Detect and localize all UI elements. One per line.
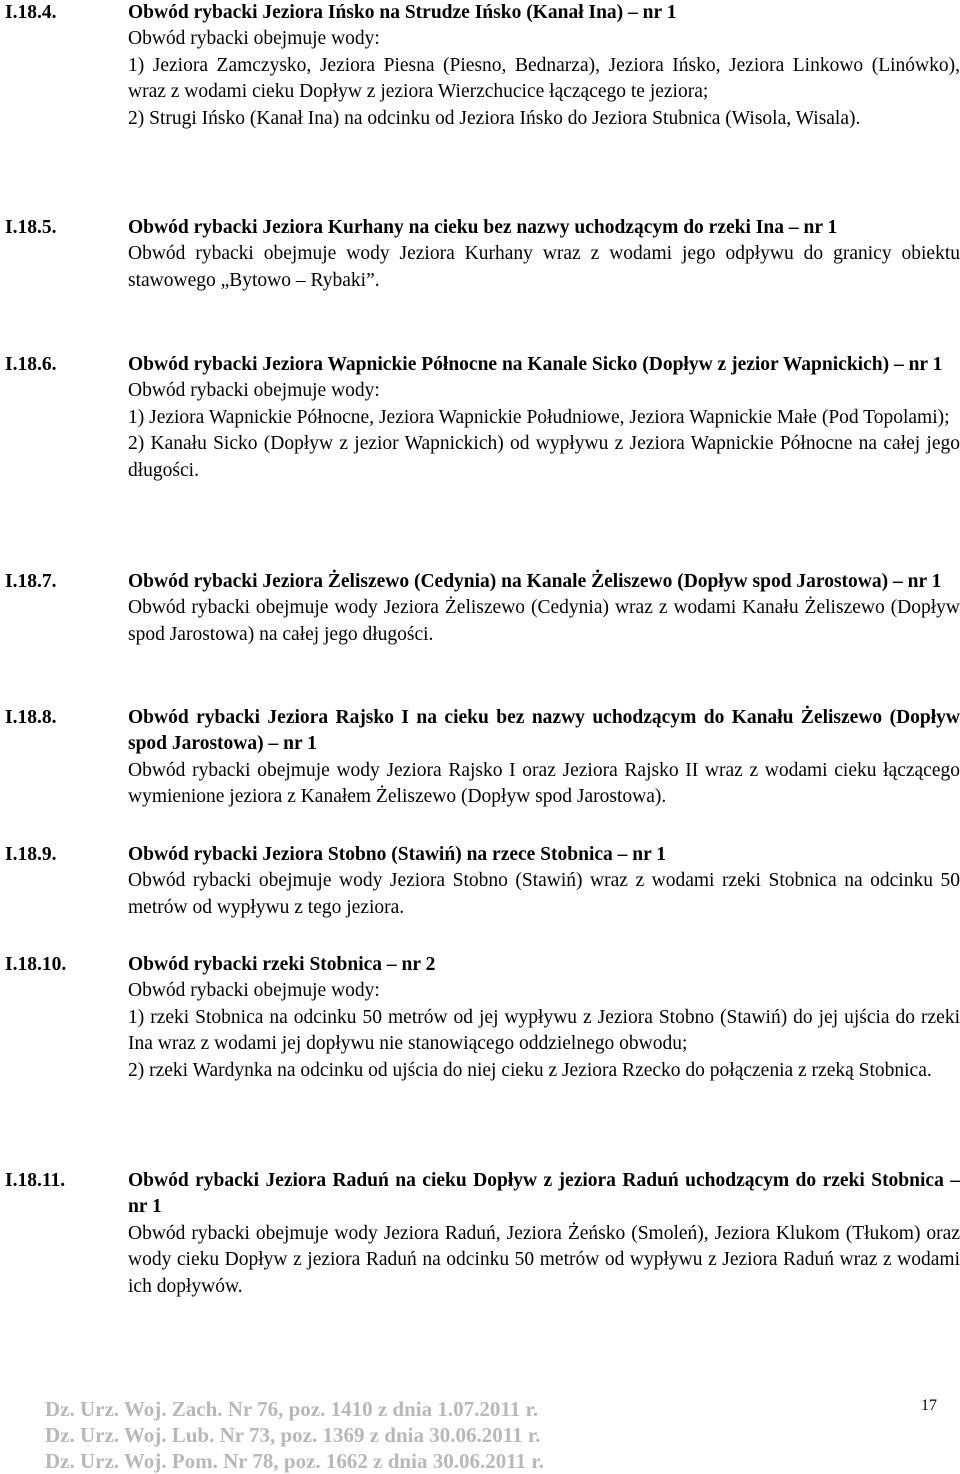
entry-line: 1) Jeziora Zamczysko, Jeziora Piesna (Piesno, Bednarza), Jeziora Ińsko, Jeziora Linkowo (Linówko), wraz z wodami cieku Dopływ z jeziora Wierzchucice łączącego te jeziora; (128, 54, 960, 103)
entry-line: 1) Jeziora Wapnickie Północne, Jeziora Wapnickie Południowe, Jeziora Wapnickie Małe (Pod Topolami); (128, 406, 950, 428)
entry-number: I.18.5. (5, 217, 57, 238)
entry-I-18-7 (5, 569, 960, 648)
entry-line: Obwód rybacki obejmuje wody Jeziora Rajsko I oraz Jeziora Rajsko II wraz z wodami cieku łączącego wymienione jeziora z Kanałem Żeliszewo (Dopływ spod Jarostowa). (128, 759, 960, 808)
entry-title: Obwód rybacki Jeziora Kurhany na cieku bez nazwy uchodzącym do rzeki Ina – nr 1 (128, 217, 838, 238)
entry-title: Obwód rybacki rzeki Stobnica – nr 2 (128, 954, 436, 975)
footer-citations (45, 1396, 544, 1474)
page-number: 17 (921, 1397, 937, 1414)
entry-I-18-11 (5, 1168, 960, 1300)
entry-number: I.18.8. (5, 707, 57, 728)
entry-line: Obwód rybacki obejmuje wody: (128, 980, 380, 1002)
entry-number: I.18.10. (5, 954, 67, 975)
footer-line: Dz. Urz. Woj. Pom. Nr 78, poz. 1662 z dnia 30.06.2011 r. (45, 1449, 544, 1473)
entry-line: 2) Kanału Sicko (Dopływ z jezior Wapnickich) od wypływu z Jeziora Wapnickie Północne na całej jego długości. (128, 433, 960, 481)
entry-title: Obwód rybacki Jeziora Ińsko na Strudze Ińsko (Kanał Ina) – nr 1 (128, 2, 677, 23)
entry-line: 1) rzeki Stobnica na odcinku 50 metrów od jej wypływu z Jeziora Stobno (Stawiń) do jej ujścia do rzeki Ina wraz z wodami jej dopływu nie stanowiącego oddzielnego obwodu; (128, 1006, 960, 1055)
entry-I-18-9 (5, 842, 960, 921)
entry-line: Obwód rybacki obejmuje wody Jeziora Raduń, Jeziora Żeńsko (Smoleń), Jeziora Klukom (Tłukom) oraz wody cieku Dopływ z jeziora Raduń na odcinku 50 metrów od wypływu z Jeziora Raduń wraz z wodami ich dopływów. (128, 1222, 960, 1297)
entry-line: Obwód rybacki obejmuje wody Jeziora Kurhany wraz z wodami jego odpływu do granicy obiektu stawowego „Bytowo – Rybaki”. (128, 243, 960, 291)
entry-line: Obwód rybacki obejmuje wody: (128, 380, 380, 402)
entry-line: Obwód rybacki obejmuje wody: (128, 28, 380, 50)
entry-I-18-4 (5, 0, 960, 132)
entry-title: Obwód rybacki Jeziora Stobno (Stawiń) na rzece Stobnica – nr 1 (128, 844, 667, 865)
footer-line: Dz. Urz. Woj. Zach. Nr 76, poz. 1410 z dnia 1.07.2011 r. (45, 1397, 539, 1421)
entry-number: I.18.7. (5, 571, 57, 592)
entry-I-18-5 (5, 215, 960, 294)
entry-I-18-10 (5, 952, 960, 1084)
entry-title: Obwód rybacki Jeziora Rajsko I na cieku bez nazwy uchodzącym do Kanału Żeliszewo (Dopływ spod Jarostowa) – nr 1 (128, 707, 960, 755)
entry-number: I.18.4. (5, 2, 57, 23)
entry-line: 2) rzeki Wardynka na odcinku od ujścia do niej cieku z Jeziora Rzecko do połączenia z rzeką Stobnica. (128, 1059, 932, 1081)
entry-title: Obwód rybacki Jeziora Żeliszewo (Cedynia) na Kanale Żeliszewo (Dopływ spod Jarostowa) – nr 1 (128, 571, 942, 592)
entry-number: I.18.6. (5, 354, 57, 375)
entry-line: 2) Strugi Ińsko (Kanał Ina) na odcinku od Jeziora Ińsko do Jeziora Stubnica (Wisola, Wisala). (128, 107, 861, 129)
entry-line: Obwód rybacki obejmuje wody Jeziora Stobno (Stawiń) wraz z wodami rzeki Stobnica na odcinku 50 metrów od wypływu z tego jeziora. (128, 870, 960, 918)
footer-line: Dz. Urz. Woj. Lub. Nr 73, poz. 1369 z dnia 30.06.2011 r. (45, 1423, 541, 1447)
entry-title: Obwód rybacki Jeziora Wapnickie Północne na Kanale Sicko (Dopływ z jezior Wapnickich) – nr 1 (128, 354, 943, 375)
entry-number: I.18.11. (5, 1170, 66, 1191)
entry-number: I.18.9. (5, 844, 57, 865)
entry-title: Obwód rybacki Jeziora Raduń na cieku Dopływ z jeziora Raduń uchodzącym do rzeki Stobnica – nr 1 (128, 1170, 960, 1218)
entry-I-18-8 (5, 705, 960, 811)
entry-line: Obwód rybacki obejmuje wody Jeziora Żeliszewo (Cedynia) wraz z wodami Kanału Żeliszewo (Dopływ spod Jarostowa) na całej jego długości. (128, 597, 960, 645)
entry-I-18-6 (5, 352, 960, 484)
